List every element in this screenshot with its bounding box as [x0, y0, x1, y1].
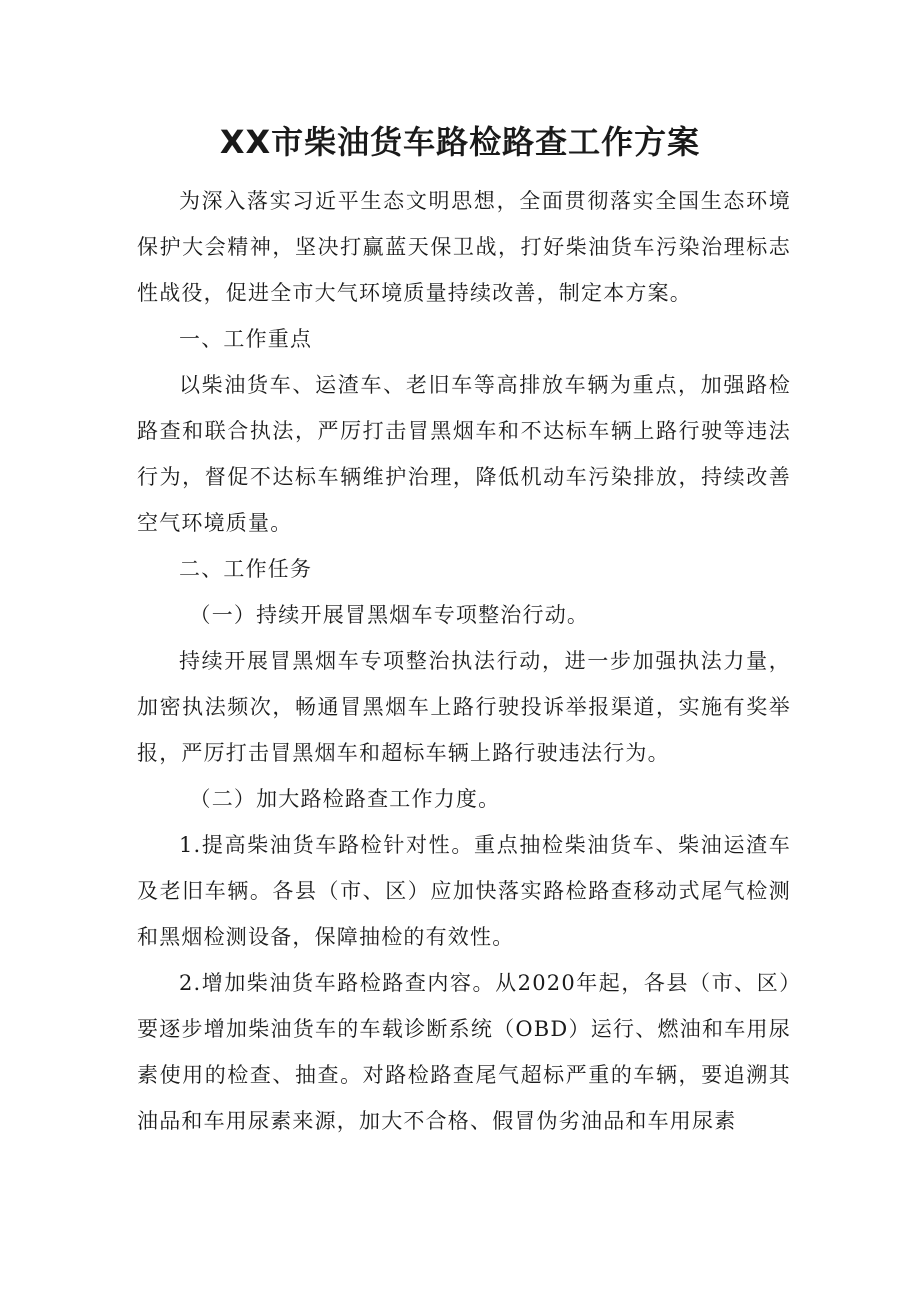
- work-focus-paragraph: 以柴油货车、运渣车、老旧车等高排放车辆为重点，加强路检路查和联合执法，严厉打击冒黑烟车和不达标车辆上路行驶等违法行为，督促不达标车辆维护治理，降低机动车污染排放，持续改善空气环境质量。: [137, 373, 791, 535]
- document-body: [137, 178, 791, 1144]
- subsection-1-paragraph: 持续开展冒黑烟车专项整治执法行动，进一步加强执法力量，加密执法频次，畅通冒黑烟车上路行驶投诉举报渠道，实施有奖举报，严厉打击冒黑烟车和超标车辆上路行驶违法行为。: [137, 649, 791, 765]
- intro-paragraph: 为深入落实习近平生态文明思想，全面贯彻落实全国生态环境保护大会精神，坚决打赢蓝天保卫战，打好柴油货车污染治理标志性战役，促进全市大气环境质量持续改善，制定本方案。: [137, 189, 791, 305]
- document-title: XX市柴油货车路检路查工作方案: [219, 123, 701, 161]
- item-2-paragraph: 2.增加柴油货车路检路查内容。从2020年起，各县（市、区）要逐步增加柴油货车的车载诊断系统（OBD）运行、燃油和车用尿素使用的检查、抽查。对路检路查尾气超标严重的车辆，要追溯其油品和车用尿素来源，加大不合格、假冒伪劣油品和车用尿素: [137, 971, 791, 1133]
- subsection-heading-2: （二）加大路检路查工作力度。: [189, 787, 501, 811]
- section-heading-work-tasks: 二、工作任务: [179, 557, 313, 581]
- section-heading-work-focus: 一、工作重点: [179, 327, 313, 351]
- subsection-heading-1: （一）持续开展冒黑烟车专项整治行动。: [189, 603, 590, 627]
- item-1-paragraph: 1.提高柴油货车路检针对性。重点抽检柴油货车、柴油运渣车及老旧车辆。各县（市、区）应加快落实路检路查移动式尾气检测和黑烟检测设备，保障抽检的有效性。: [137, 833, 791, 949]
